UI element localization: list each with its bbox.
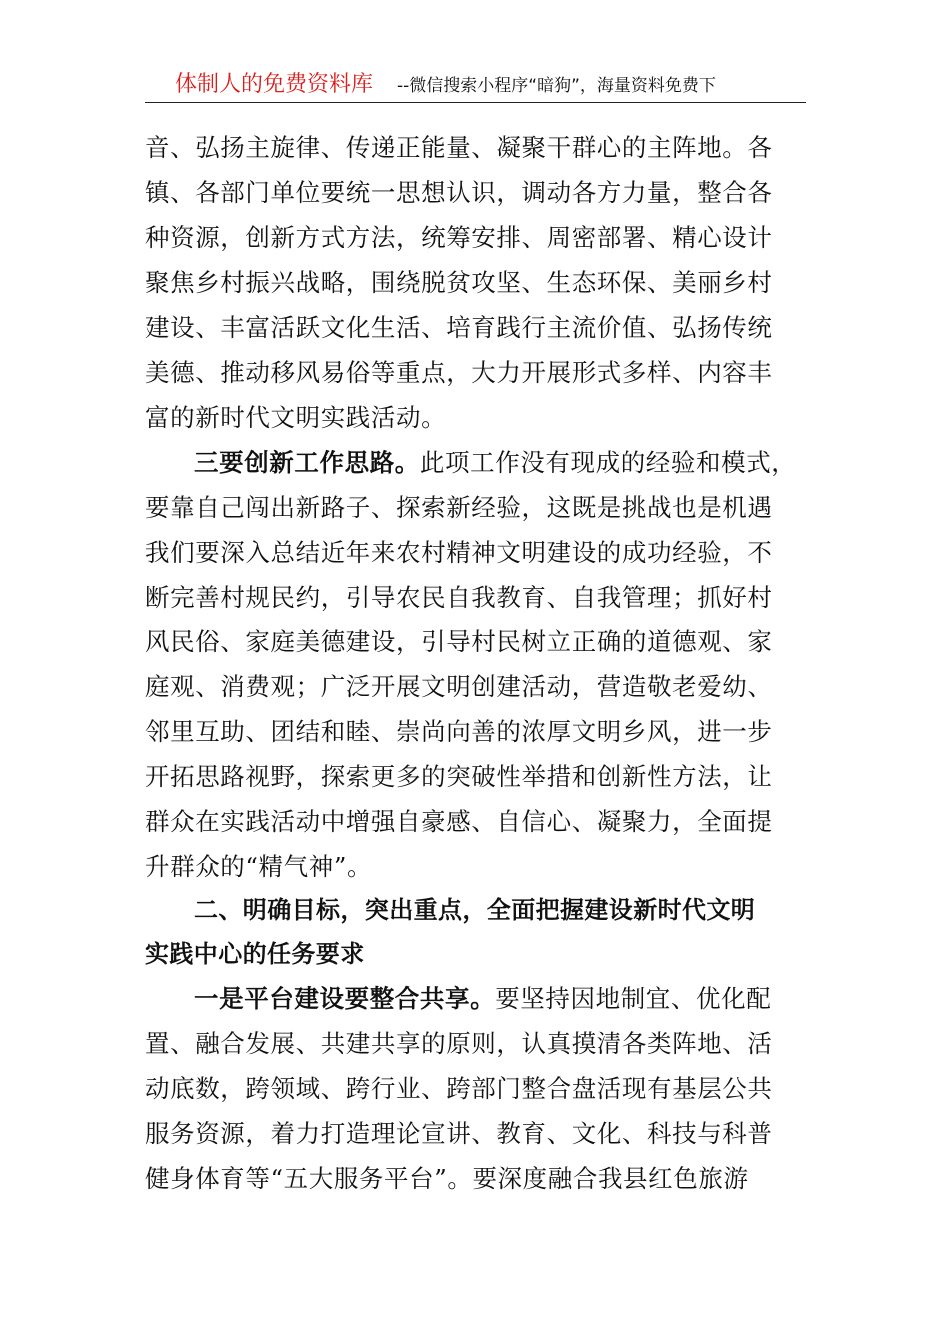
- section-heading-line: 实践中心的任务要求: [145, 940, 365, 968]
- text-line: 要靠自己闯出新路子、探索新经验，这既是挑战也是机遇: [145, 493, 773, 522]
- text-line: 健身体育等“五大服务平台”。要深度融合我县红色旅游: [145, 1164, 749, 1193]
- text-line: 邻里互助、团结和睦、崇尚向善的浓厚文明乡风，进一步: [145, 717, 773, 746]
- text-line: 群众在实践活动中增强自豪感、自信心、凝聚力，全面提: [145, 807, 773, 836]
- text-line: 美德、推动移风易俗等重点，大力开展形式多样、内容丰: [145, 358, 773, 387]
- paragraph-lead: 一是平台建设要整合共享。: [194, 984, 496, 1013]
- text-line: 开拓思路视野，探索更多的突破性举措和创新性方法，让: [145, 762, 773, 791]
- text-line: 升群众的“精气神”。: [145, 852, 373, 881]
- text-line: 庭观、消费观；广泛开展文明创建活动，营造敬老爱幼、: [145, 672, 773, 701]
- paragraph-first-rest: 此项工作没有现成的经验和模式，: [419, 448, 797, 477]
- paragraph-first-line: [194, 982, 807, 1016]
- text-line: 建设、丰富活跃文化生活、培育践行主流价值、弘扬传统: [145, 313, 773, 342]
- text-line: 聚焦乡村振兴战略，围绕脱贫攻坚、生态环保、美丽乡村: [145, 268, 773, 297]
- text-line: 断完善村规民约，引导农民自我教育、自我管理；抓好村: [145, 583, 773, 612]
- header-note: --微信搜索小程序“暗狗”，海量资料免费下: [397, 76, 716, 96]
- text-line: 服务资源，着力打造理论宣讲、教育、文化、科技与科普: [145, 1119, 773, 1148]
- paragraph-first-rest: 要坚持因地制宜、优化配: [495, 984, 772, 1013]
- text-line: 置、融合发展、共建共享的原则，认真摸清各类阵地、活: [145, 1029, 773, 1058]
- section-heading-line: 二、明确目标，突出重点，全面把握建设新时代文明: [194, 896, 756, 924]
- text-line: 富的新时代文明实践活动。: [145, 403, 447, 432]
- text-line: 种资源，创新方式方法，统筹安排、周密部署、精心设计: [145, 223, 773, 252]
- paragraph-first-line: [194, 446, 807, 480]
- text-line: 动底数，跨领域、跨行业、跨部门整合盘活现有基层公共: [145, 1074, 773, 1103]
- text-line: 风民俗、家庭美德建设，引导村民树立正确的道德观、家: [145, 627, 773, 656]
- text-line: 音、弘扬主旋律、传递正能量、凝聚干群心的主阵地。各: [145, 133, 773, 162]
- text-line: 我们要深入总结近年来农村精神文明建设的成功经验，不: [145, 538, 773, 567]
- paragraph-lead: 三要创新工作思路。: [194, 448, 420, 477]
- page-header: [145, 72, 806, 103]
- text-line: 镇、各部门单位要统一思想认识，调动各方力量，整合各: [145, 178, 773, 207]
- header-brand: 体制人的免费资料库: [175, 72, 374, 97]
